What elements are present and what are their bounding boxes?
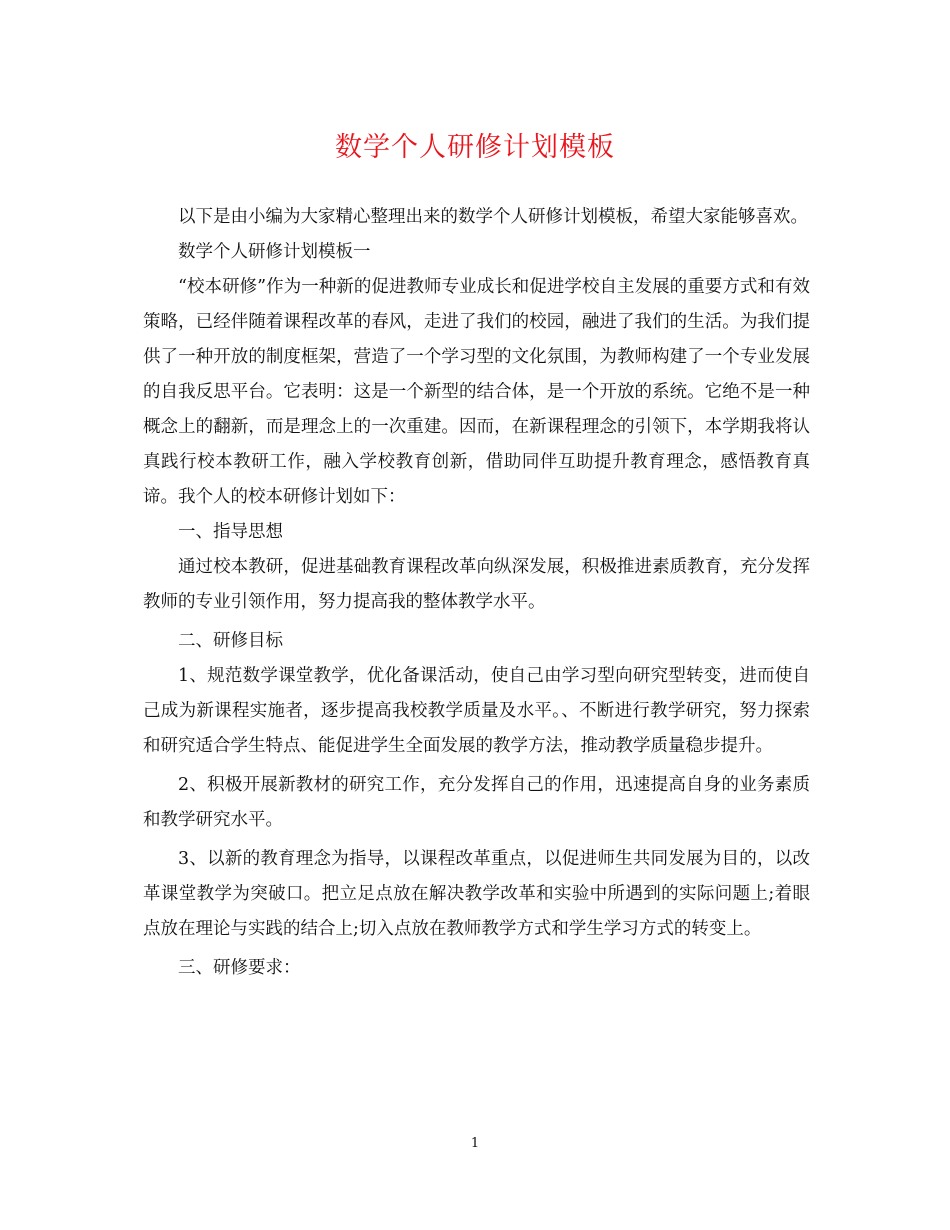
- document-body: [143, 200, 810, 986]
- document-title: 数学个人研修计划模板: [335, 132, 615, 163]
- paragraph-body: “校本研修”作为一种新的促进教师专业成长和促进学校自主发展的重要方式和有效策略，已经伴随着课程改革的春风，走进了我们的校园，融进了我们的生活。为我们提供了一种开放的制度框架，营造了一个学习型的文化氛围，为教师构建了一个专业发展的自我反思平台。它表明：这是一个新型的结合体，是一个开放的系统。它绝不是一种概念上的翻新，而是理念上的一次重建。因而，在新课程理念的引领下，本学期我将认真践行校本教研工作，融入学校教育创新，借助同伴互助提升教育理念，感悟教育真谛。我个人的校本研修计划如下：: [143, 277, 810, 507]
- paragraph-section-heading: 数学个人研修计划模板一: [178, 242, 371, 262]
- paragraph-heading-requirements: 三、研修要求：: [178, 958, 301, 978]
- page-number: 1: [470, 1136, 480, 1151]
- paragraph-body: 通过校本教研，促进基础教育课程改革向纵深发展，积极推进素质教育，充分发挥教师的专业引领作用，努力提高我的整体教学水平。: [143, 557, 810, 612]
- paragraph-heading-goals: 二、研修目标: [178, 631, 283, 651]
- paragraph-goal-2: 2、积极开展新教材的研究工作，充分发挥自己的作用，迅速提高自身的业务素质和教学研究水平。: [143, 775, 810, 830]
- paragraph-goal-3: 3、以新的教育理念为指导，以课程改革重点，以促进师生共同发展为目的，以改革课堂教学为突破口。把立足点放在解决教学改革和实验中所遇到的实际问题上;着眼点放在理论与实践的结合上;切入点放在教师教学方式和学生学习方式的转变上。: [143, 849, 810, 939]
- paragraph-heading-guiding-thought: 一、指导思想: [178, 522, 283, 542]
- paragraph-intro: 以下是由小编为大家精心整理出来的数学个人研修计划模板，希望大家能够喜欢。: [178, 207, 808, 227]
- paragraph-goal-1: 1、规范数学课堂教学，优化备课活动，使自己由学习型向研究型转变，进而使自己成为新课程实施者，逐步提高我校教学质量及水平。、不断进行教学研究，努力探索和研究适合学生特点、能促进学生全面发展的教学方法，推动教学质量稳步提升。: [143, 666, 810, 756]
